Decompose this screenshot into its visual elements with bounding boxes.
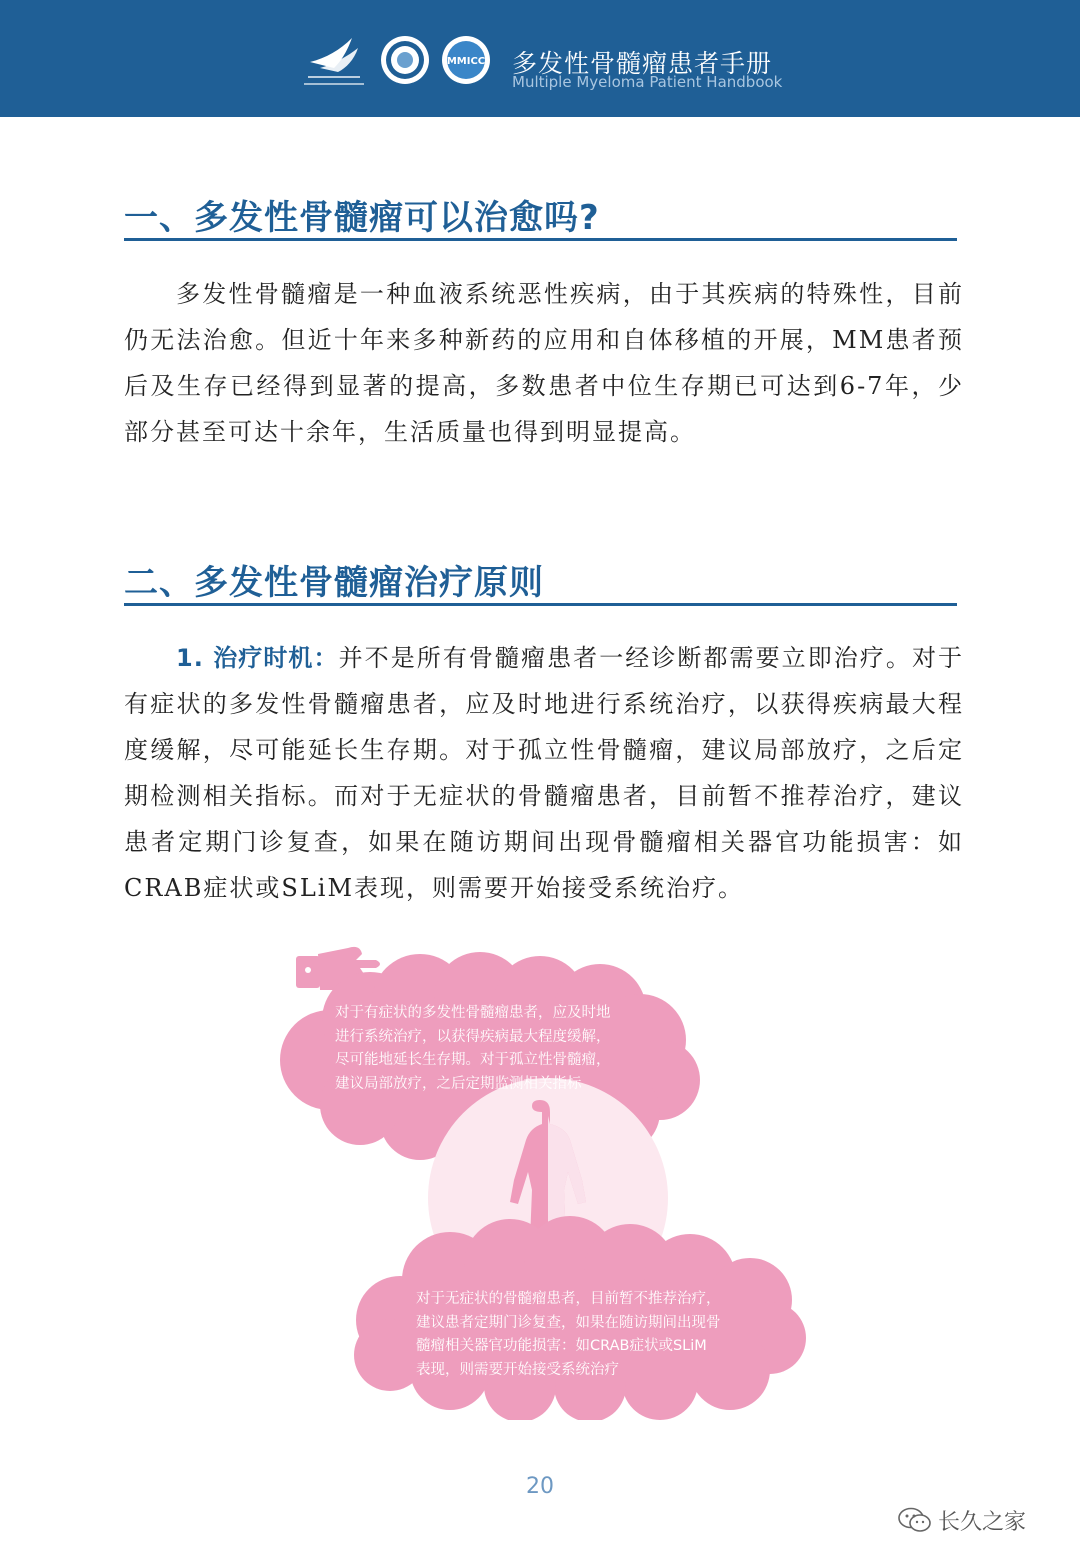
top-cloud-line: 进行系统治疗，以获得疾病最大程度缓解， [335, 1028, 611, 1045]
treatment-timing-label: 1. 治疗时机： [176, 644, 339, 672]
svg-text:MMICC: MMICC [446, 56, 486, 67]
section-2-paragraph [124, 635, 964, 911]
handbook-subtitle: Multiple Myeloma Patient Handbook [512, 73, 783, 91]
handbook-title: 多发性骨髓瘤患者手册 [512, 49, 773, 78]
watermark-text: 长久之家 [938, 1509, 1027, 1535]
section-1-paragraph: 多发性骨髓瘤是一种血液系统恶性疾病，由于其疾病的特殊性，目前仍无法治愈。但近十年来多种新药的应用和自体移植的开展，MM患者预后及生存已经得到显著的提高，多数患者中位生存期已可达到6-7年，少部分甚至可达十余年，生活质量也得到明显提高。 [124, 280, 964, 446]
treatment-timing-text: 并不是所有骨髓瘤患者一经诊断都需要立即治疗。对于有症状的多发性骨髓瘤患者，应及时地进行系统治疗，以获得疾病最大程度缓解，尽可能延长生存期。对于孤立性骨髓瘤，建议局部放疗，之后定期检测相关指标。而对于无症状的骨髓瘤患者，目前暂不推荐治疗，建议患者定期门诊复查，如果在随访期间出现骨髓瘤相关器官功能损害：如CRAB症状或SLiM表现，则需要开始接受系统治疗。 [124, 644, 965, 902]
bottom-cloud-line: 对于无症状的骨髓瘤患者，目前暂不推荐治疗， [416, 1291, 721, 1307]
top-cloud-line: 尽可能地延长生存期。对于孤立性骨髓瘤， [335, 1052, 611, 1068]
treatment-illustration [270, 940, 810, 1420]
bottom-cloud-line: 建议患者定期门诊复查，如果在随访期间出现骨 [416, 1314, 721, 1331]
section-2-divider [124, 603, 957, 606]
top-cloud-line: 对于有症状的多发性骨髓瘤患者，应及时地 [335, 1005, 611, 1021]
top-cloud-text [335, 1002, 611, 1096]
source-watermark [898, 1500, 1026, 1540]
top-cloud-line: 建议局部放疗，之后定期监测相关指标 [335, 1075, 582, 1092]
bottom-cloud-text [416, 1288, 721, 1382]
section-1-heading: 一、多发性骨髓瘤可以治愈吗? [124, 198, 600, 238]
mmicc-logo-icon [442, 36, 490, 84]
section-1-divider [124, 238, 957, 241]
wechat-icon [898, 1506, 932, 1534]
logo-group [300, 28, 500, 98]
page-header [0, 0, 1080, 117]
society-logo-icon [304, 38, 364, 85]
bottom-cloud-line: 髓瘤相关器官功能损害：如CRAB症状或SLiM [416, 1338, 707, 1354]
bottom-cloud-line: 表现，则需要开始接受系统治疗 [416, 1361, 619, 1378]
section-2-heading: 二、多发性骨髓瘤治疗原则 [124, 563, 544, 603]
page-number: 20 [526, 1474, 554, 1499]
association-seal-icon [381, 36, 429, 84]
